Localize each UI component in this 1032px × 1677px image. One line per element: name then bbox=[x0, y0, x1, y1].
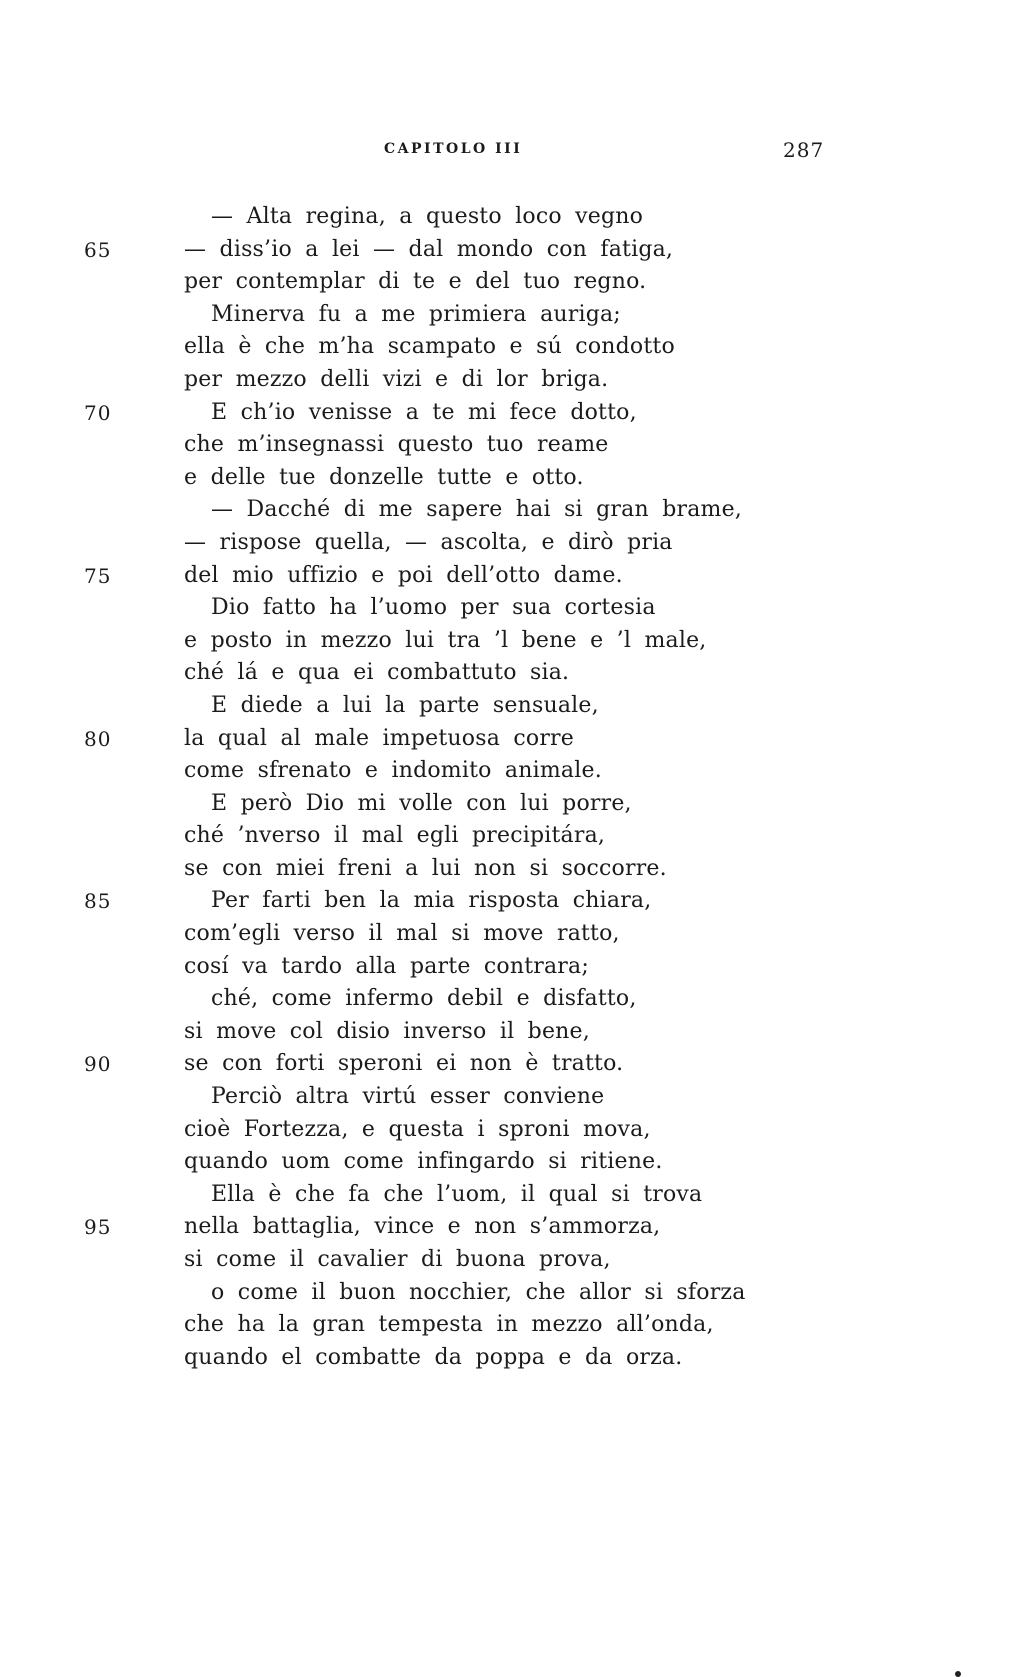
verse-text: o come il buon nocchier, che allor si sforza bbox=[211, 1279, 746, 1305]
line-number: 90 bbox=[84, 1052, 112, 1077]
chapter-title: CAPITOLO III bbox=[384, 141, 523, 157]
verse-text: — Alta regina, a questo loco vegno bbox=[211, 204, 644, 229]
verse-line bbox=[84, 429, 944, 462]
verse-line bbox=[84, 1342, 944, 1375]
verse-text: E diede a lui la parte sensuale, bbox=[211, 692, 599, 718]
verse-text: ché lá e qua ei combattuto sia. bbox=[184, 660, 570, 686]
line-number: 75 bbox=[84, 563, 112, 588]
verse-line bbox=[84, 1048, 944, 1081]
poem-text bbox=[84, 201, 944, 1374]
verse-line bbox=[84, 983, 944, 1016]
verse-text: — rispose quella, — ascolta, e dirò pria bbox=[184, 529, 673, 555]
verse-text: del mio uffizio e poi dell’otto dame. bbox=[184, 562, 623, 588]
verse-line bbox=[84, 788, 944, 821]
verse-line bbox=[84, 592, 944, 625]
verse-line bbox=[84, 885, 944, 918]
verse-text: e posto in mezzo lui tra ’l bene e ’l male, bbox=[184, 627, 707, 653]
verse-text: per mezzo delli vizi e di lor briga. bbox=[184, 366, 609, 392]
verse-text: — diss’io a lei — dal mondo con fatiga, bbox=[184, 236, 674, 262]
verse-text: che ha la gran tempesta in mezzo all’onda, bbox=[184, 1312, 714, 1338]
verse-line bbox=[84, 755, 944, 788]
verse-line bbox=[84, 331, 944, 364]
verse-line bbox=[84, 1277, 944, 1310]
verse-line bbox=[84, 462, 944, 495]
verse-line bbox=[84, 820, 944, 853]
verse-text: Minerva fu a me primiera auriga; bbox=[211, 301, 621, 327]
line-number: 70 bbox=[84, 400, 112, 425]
verse-line bbox=[84, 266, 944, 299]
verse-line bbox=[84, 723, 944, 756]
verse-text: Ella è che fa che l’uom, il qual si trova bbox=[211, 1181, 703, 1207]
verse-line bbox=[84, 364, 944, 397]
verse-line bbox=[84, 918, 944, 951]
verse-line bbox=[84, 1211, 944, 1244]
verse-text: la qual al male impetuosa corre bbox=[184, 725, 574, 751]
verse-text: se con forti speroni ei non è tratto. bbox=[184, 1051, 624, 1077]
verse-text: quando uom come infingardo si ritiene. bbox=[184, 1149, 663, 1175]
verse-text: — Dacché di me sapere hai si gran brame, bbox=[211, 497, 742, 523]
verse-text: com’egli verso il mal si move ratto, bbox=[184, 921, 620, 947]
line-number: 85 bbox=[84, 889, 112, 914]
verse-text: ché ’nverso il mal egli precipitára, bbox=[184, 823, 606, 849]
verse-line bbox=[84, 560, 944, 593]
verse-text: Per farti ben la mia risposta chiara, bbox=[211, 888, 652, 914]
verse-line bbox=[84, 1309, 944, 1342]
verse-text: si come il cavalier di buona prova, bbox=[184, 1247, 611, 1272]
verse-text: quando el combatte da poppa e da orza. bbox=[184, 1344, 683, 1370]
verse-text: E però Dio mi volle con lui porre, bbox=[211, 790, 632, 816]
line-number: 80 bbox=[84, 726, 112, 751]
running-header bbox=[0, 138, 1032, 164]
verse-line bbox=[84, 299, 944, 332]
verse-text: Dio fatto ha l’uomo per sua cortesia bbox=[211, 595, 656, 621]
verse-text: cioè Fortezza, e questa i sproni mova, bbox=[184, 1116, 651, 1142]
verse-text: e delle tue donzelle tutte e otto. bbox=[184, 464, 584, 490]
line-number: 95 bbox=[84, 1215, 112, 1240]
verse-line bbox=[84, 853, 944, 886]
verse-line bbox=[84, 1179, 944, 1212]
ink-speck bbox=[955, 1671, 961, 1677]
verse-text: cosí va tardo alla parte contrara; bbox=[184, 953, 589, 979]
verse-text: E ch’io venisse a te mi fece dotto, bbox=[211, 399, 637, 425]
verse-text: per contemplar di te e del tuo regno. bbox=[184, 269, 647, 295]
verse-text: ché, come infermo debil e disfatto, bbox=[211, 986, 637, 1012]
verse-line bbox=[84, 1244, 944, 1277]
verse-line bbox=[84, 494, 944, 527]
page-number: 287 bbox=[783, 138, 825, 162]
verse-line bbox=[84, 951, 944, 984]
verse-text: ella è che m’ha scampato e sú condotto bbox=[184, 334, 675, 360]
verse-line bbox=[84, 1114, 944, 1147]
verse-text: se con miei freni a lui non si soccorre. bbox=[184, 855, 667, 881]
verse-text: che m’insegnassi questo tuo reame bbox=[184, 432, 609, 458]
verse-line bbox=[84, 1016, 944, 1049]
verse-line bbox=[84, 625, 944, 658]
verse-text: Perciò altra virtú esser conviene bbox=[211, 1084, 605, 1110]
verse-text: nella battaglia, vince e non s’ammorza, bbox=[184, 1214, 661, 1240]
verse-text: si move col disio inverso il bene, bbox=[184, 1018, 590, 1044]
verse-line bbox=[84, 201, 944, 234]
verse-line bbox=[84, 1146, 944, 1179]
verse-line bbox=[84, 397, 944, 430]
line-number: 65 bbox=[84, 237, 112, 262]
verse-line bbox=[84, 527, 944, 560]
verse-line bbox=[84, 657, 944, 690]
verse-text: come sfrenato e indomito animale. bbox=[184, 758, 602, 784]
verse-line bbox=[84, 690, 944, 723]
verse-line bbox=[84, 234, 944, 267]
verse-line bbox=[84, 1081, 944, 1114]
